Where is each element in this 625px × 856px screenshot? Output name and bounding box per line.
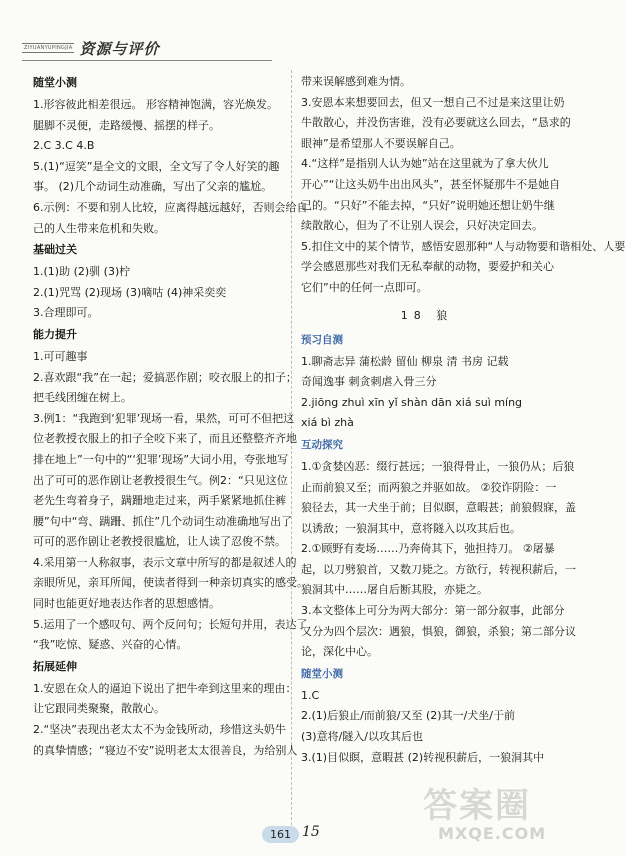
answer-line: 1.聊斋志异 蒲松龄 留仙 柳泉 清 书房 记载 [301, 354, 509, 368]
answer-line: 眼神”是希望那人不要误解自己。 [301, 136, 461, 150]
watermark-logo: 答案圈 [423, 786, 531, 826]
answer-line: 2.(1)后狼止/而前狼/又至 (2)其一/犬坐/于前 [301, 709, 515, 723]
answer-line: 2.jiōng zhuì xīn yǐ shàn dān xiá suì míng [301, 395, 523, 409]
answer-line: 4.采用第一人称叙事，表示文章中所写的都是叙述人的 [33, 555, 297, 569]
section-heading: 随堂小测 [301, 667, 343, 680]
answer-line: 带来误解感到难为情。 [301, 75, 411, 88]
answer-line: 以诱敌；一狼洞其中，意将隧入以攻其后也。 [301, 521, 521, 535]
answer-line: “我”吃惊、疑惑、兴奋的心情。 [33, 638, 188, 652]
answer-line: 同时也能更好地表达作者的思想感情。 [33, 597, 220, 611]
section-heading: 预习自测 [301, 333, 343, 346]
answer-line: 1.形容彼此相差很远。 形容精神饱满，容光焕发。 [33, 98, 278, 111]
answer-line: 它们”中的任何一点即可。 [301, 280, 428, 294]
section-heading: 互动探究 [301, 438, 343, 451]
answer-line: 的真挚情感；“寝边不安”说明老太太很善良，为给别人 [33, 743, 298, 757]
answer-line: 腰”句中“弯、蹒跚、抓住”几个动词生动准确地写出了 [33, 514, 293, 528]
handwritten-page-note: 15 [302, 824, 320, 840]
answer-line: 3.例1：“我跑到‘犯罪’现场一看，果然，可可不但把这 [33, 411, 295, 425]
section-heading: 随堂小测 [33, 76, 77, 89]
section-heading: 基础过关 [33, 243, 77, 257]
answer-line: 续散散心，但为了不让别人误会，只好决定回去。 [301, 219, 543, 233]
answer-line: 2.喜欢跟“我”在一起；爱搞恶作剧；咬衣服上的扣子； [33, 370, 297, 384]
lesson-title: 18 狼 [400, 308, 454, 322]
answer-line: 5.扣住文中的某个情节，感悟安恩那种“人与动物要和谐相处、人要 [301, 239, 625, 253]
answer-line: 把毛线团缠在树上。 [33, 391, 132, 405]
answer-line: 亲眼所见，亲耳所闻，使读者得到一种亲切真实的感受。 [33, 576, 308, 590]
answer-line: 事。 (2)几个动词生动准确，写出了父亲的尴尬。 [33, 180, 273, 194]
answer-line: xiá bì zhà [301, 416, 354, 430]
answer-line: 可可的恶作剧让老教授很尴尬，让人读了忍俊不禁。 [33, 535, 286, 549]
answer-line: 出了可可的恶作剧让老教授很生气。例2：“只见这位 [33, 473, 288, 487]
right-column [301, 72, 625, 768]
answer-line: 位老教授衣服上的扣子全咬下来了，而且还整整齐齐地 [33, 432, 297, 446]
section-heading: 拓展延伸 [33, 659, 77, 673]
answer-line: 狼径去，其一犬坐于前；目似瞑，意暇甚；前狼假寐，盖 [301, 501, 576, 515]
answer-line: 让它跟同类聚聚，散散心。 [33, 702, 165, 716]
answer-line: 牛散散心，并没伤害谁，没有必要就这么回去，“恳求的 [301, 116, 571, 130]
answer-line: 1.安恩在众人的逼迫下说出了把牛牵到这里来的理由： [33, 681, 297, 695]
answer-line: 2.“坚决”表现出老太太不为金钱所动，珍惜这头奶牛 [33, 723, 286, 737]
answer-line: 止而前狼又至；而两狼之并驱如故。 ②狡诈阴险：一 [301, 480, 557, 494]
answer-line: 3.本文整体上可分为两大部分：第一部分叙事，此部分 [301, 604, 565, 618]
answer-line: 开心”“让这头奶牛出出风头”，甚至怀疑那牛不是她自 [301, 177, 561, 191]
answer-line: 己的。“只好”不能去掉，“只好”说明她还想让奶牛继 [301, 198, 555, 212]
answer-line: 1.可可趣事 [33, 349, 88, 363]
column-divider [291, 70, 292, 825]
answer-line: 5.(1)“逗笑”是全文的文眼，全文写了令人好笑的趣 [33, 159, 280, 173]
answer-line: 6.示例：不要和别人比较，应离得越远越好，否则会给自 [33, 200, 308, 214]
left-column [33, 72, 308, 761]
answer-line: 起，以刀劈狼首，又数刀毙之。方欲行，转视积薪后，一 [301, 562, 576, 576]
page-number: 161 [262, 826, 299, 843]
answer-line: 学会感恩那些对我们无私奉献的动物，要爱护和关心 [301, 260, 554, 274]
answer-line: 论，深化中心。 [301, 645, 378, 659]
watermark-url: MXQE.COM [438, 824, 547, 843]
answer-line: 2.①顾野有麦场……乃奔倚其下，弛担持刀。 ②屠暴 [301, 542, 555, 556]
section-heading: 能力提升 [33, 327, 77, 341]
answer-line: 3.合理即可。 [33, 306, 99, 320]
answer-line: 1.①贪婪凶恶：缀行甚远；一狼得骨止，一狼仍从；后狼 [301, 459, 575, 473]
answer-line: 4.“这样”是指别人认为她”站在这里就为了拿大伙儿 [301, 157, 549, 171]
header-pinyin: ZIYUANYUPINGJIA [24, 45, 73, 51]
answer-line: 腿脚不灵便，走路缓慢、摇摆的样子。 [33, 118, 220, 132]
answer-line: 5.运用了一个感叹句、两个反问句；长短句并用，表达了 [33, 617, 308, 631]
answer-line: 3.(1)目似瞑，意暇甚 (2)转视积薪后，一狼洞其中 [301, 750, 545, 764]
answer-line: (3)意将/隧入/以攻其后也 [301, 730, 423, 744]
publication-header [22, 38, 262, 58]
answer-line: 狼洞其中……屠自后断其股，亦毙之。 [301, 583, 488, 597]
answer-line: 己的人生带来危机和失败。 [33, 221, 165, 235]
answer-line: 排在地上”一句中的“‘犯罪’现场”大词小用，夸张地写 [33, 452, 289, 466]
header-brand: 资源与评价 [79, 39, 160, 58]
answer-line: 2.C 3.C 4.B [33, 139, 95, 153]
answer-line: 又分为四个层次：遇狼，惧狼，御狼，杀狼；第二部分议 [301, 624, 576, 638]
answer-line: 1.(1)助 (2)驯 (3)柠 [33, 265, 131, 279]
answer-line: 老先生弯着身子，蹒跚地走过来，两手紧紧地抓住裤 [33, 494, 286, 508]
answer-line: 奇闻逸事 刺贪刺虐入骨三分 [301, 375, 437, 389]
header-rule [22, 60, 272, 61]
answer-line: 3.安恩本来想要回去，但又一想自己不过是来这里让奶 [301, 95, 565, 109]
answer-line: 2.(1)咒骂 (2)现场 (3)嘀咕 (4)神采奕奕 [33, 285, 227, 299]
answer-line: 1.C [301, 688, 320, 702]
